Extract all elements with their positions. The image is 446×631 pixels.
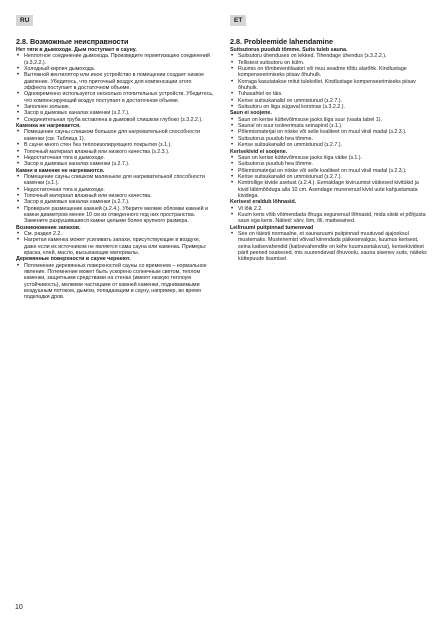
bullet-list <box>230 155 428 199</box>
list-item: • Põlemismaterjal on niiske või selle kvaliteet on muul viisil madal (з.2.3.). <box>230 129 428 135</box>
subsection-heading: Kerisekivid ei soojene. <box>230 148 288 155</box>
subsection-heading: Возникновение запахов. <box>16 224 81 231</box>
list-item: • В сауне много стен без теплоизолирующего покрытия (з.1.). <box>16 142 214 148</box>
list-item: • Неплотное соединение дымохода. Произведите герметизацию соединений (з.3.2.2.). <box>16 53 214 66</box>
list-item: • Kerise suitsukanalid on ummistunud (з.2.7.). <box>230 174 428 180</box>
bullet-list <box>16 53 214 123</box>
subsection-heading: Suitsutorus puudub tõmme. Suits tuleb sauna. <box>230 47 348 53</box>
list-item: • Потемнение деревянных поверхностей сауны со временем – нормальное явление. Потемнение может быть ускорено солнечным светом, теплом каменки, защитными средствами на стенах (имеют низкую теплоую устойчивость), мелкими частицами от камней каменки, поднимаемыми воздушным потоком, дымом, попадающим в сауну, например, во время подкладки дров. <box>16 263 214 301</box>
list-item: • Соединительная труба вставлена в дымовой слишком глубоко (з.3.2.2.). <box>16 117 214 123</box>
list-item: • Засор в дымовых каналах каменки (з.2.7.). <box>16 199 214 205</box>
subsection-heading: Saun ei soojene. <box>230 110 272 117</box>
list-item: • Suitsutorus puudub hea tõmme. <box>230 136 428 142</box>
bullet-list <box>16 129 214 167</box>
subsection-heading: Деревянные поверхности в сауне чернеют. <box>16 256 131 263</box>
subsection-heading: Каменка не нагревается. <box>16 123 81 130</box>
subsection-heading: Kerisest eraldub lõhnasid. <box>230 199 297 206</box>
page-number: 10 <box>15 604 23 611</box>
list-item: • Заполнен зольник. <box>16 104 214 110</box>
list-item: • Помещение сауны слишком маленькое для нагревательной способности каменки (з.1.). <box>16 174 214 187</box>
left-column <box>16 38 214 301</box>
language-tab-et: ET <box>230 15 246 26</box>
list-item: • Вытяжной вентилятор или иное устройство в помещении создает низкое давление. Убедитесь, что приточный воздух для компенсации этого эффекта поступает в достаточном объеме. <box>16 72 214 91</box>
list-item: • Kontrollige kivide asetust (з.2.4.). Eemaldage kiviruumist väikesed kivitükid ja kivid läbimõõduga alla 10 cm. Asendage murenenud kivid uute kahjustamata kividega. <box>230 180 428 199</box>
list-item: • Засор в дымовых каналах каменки (з.2.7.). <box>16 110 214 116</box>
list-item: • Одновременно используется несколько отопительных устройств. Убедитесь, что компенсирующий воздух поступает в достаточном объеме. <box>16 91 214 104</box>
bullet-list <box>16 174 214 225</box>
list-item: • Топочный материал влажный или низкого качества. <box>16 193 214 199</box>
language-tab-ru: RU <box>16 15 33 26</box>
list-item: • Засор в дымовых каналах каменки (з.2.7.). <box>16 161 214 167</box>
list-item: • Ruumis on tõmbeventilaatori või muu seadme tõttu alarõhk. Kindlustage kompenseerimiseks piisav õhuhulk. <box>230 66 428 79</box>
list-item: • Недостаточная тяга в дымоходе. <box>16 187 214 193</box>
list-item: • Suitsutoru on liiga sügaval korstnas (з.3.2.2.). <box>230 104 428 110</box>
bullet-list <box>16 263 214 301</box>
list-item: • Suitsutorus puudub hea tõmme. <box>230 161 428 167</box>
list-item: • Saunal on suur isoleerimata seinapind (з.1.). <box>230 123 428 129</box>
bullet-list <box>230 231 428 263</box>
list-item: • Saun on kerise küttevõimsuse jaoks liiga väike (з.1.). <box>230 155 428 161</box>
section-title-ru: 2.8. Возможные неисправности <box>16 37 129 46</box>
subsection-heading: Leiliruumi puitpinnad tumenevad <box>230 224 314 231</box>
list-item: • Проверьте размещение камней (з.2.4.). Уберите мелкие обломки камней и камни диаметром менее 10 см из отведенного под них пространства. Замените разрушившиеся камни целыми более крупного размера. <box>16 206 214 225</box>
list-item: • Топочный материал влажный или низкого качества (з.2.3.). <box>16 149 214 155</box>
bullet-list <box>230 206 428 225</box>
right-column <box>230 38 428 263</box>
bullet-list <box>230 117 428 149</box>
list-item: • Kerise suitsukanalid on ummistunud (з.2.7.). <box>230 98 428 104</box>
list-item: • Недостаточная тяга в дымоходе. <box>16 155 214 161</box>
list-item: • Saun on kerise küttevõimsuse jaoks liiga suur (vaata tabel 1). <box>230 117 428 123</box>
list-item: • Suitsutoru ühenduses on lekked. Tihendage ühendus (з.3.2.2.). <box>230 53 428 59</box>
list-item: • Помещение сауны слишком большое для нагревательной способности каменки (см. Таблица 1). <box>16 129 214 142</box>
list-item: • Холодный кирпич дымохода. <box>16 66 214 72</box>
list-item: • Kerise suitsukanalid on ummistunud (з.2.7.). <box>230 142 428 148</box>
list-item: • Tellistest suitsutoru on külm. <box>230 60 428 66</box>
bullet-list <box>230 53 428 110</box>
right-sections <box>230 47 428 263</box>
list-item: • Tuhasahtel on täis. <box>230 91 428 97</box>
list-item: • Korraga kasutatakse mitut tulekollet. Kindlustage kompenseerimiseks piisav õhuhulk. <box>230 79 428 92</box>
subsection-heading: Нет тяги в дымоходе. Дым поступает в сауну. <box>16 47 137 53</box>
list-item: • Kuum keris võib võimendada õhuga segunenud lõhnasid, mida siiski ei põhjusta saun ega keris. Näited: värv, liim, õli, maitseained. <box>230 212 428 225</box>
list-item: • Vt lõik 2.2. <box>230 206 428 212</box>
bullet-list <box>16 231 214 256</box>
left-sections <box>16 47 214 301</box>
list-item: • See on täiesti normaalne, et saunaruumi puitpinnad muutuvad ajajooksul mustemaks. Mustenemist võivad kiirendada päikesevalgus, kuumus kerisest, seina kaitsevahendid (kaitsevahendite on kehv kuumusetaluvus), kerisekividest pärit peened osakesed, mis suurendavad õhuvoolu, sauna sisenev suits, näiteks küttepuude lisamisel. <box>230 231 428 263</box>
section-title-et: 2.8. Probleemide lahendamine <box>230 37 334 46</box>
subsection-heading: Камни в каменке не нагреваются. <box>16 167 105 174</box>
list-item: • Põlemismaterjal on niiske või selle kvaliteet on muul viisil madal (з.2.3.). <box>230 168 428 174</box>
list-item: • См. раздел 2.2. <box>16 231 214 237</box>
list-item: • Нагретая каменка может усиливать запахи, присутствующие в воздухе, даже если их источником не является сама сауна или каменка. Примеры: краска, клей, масло, высыхающие материалы. <box>16 237 214 256</box>
